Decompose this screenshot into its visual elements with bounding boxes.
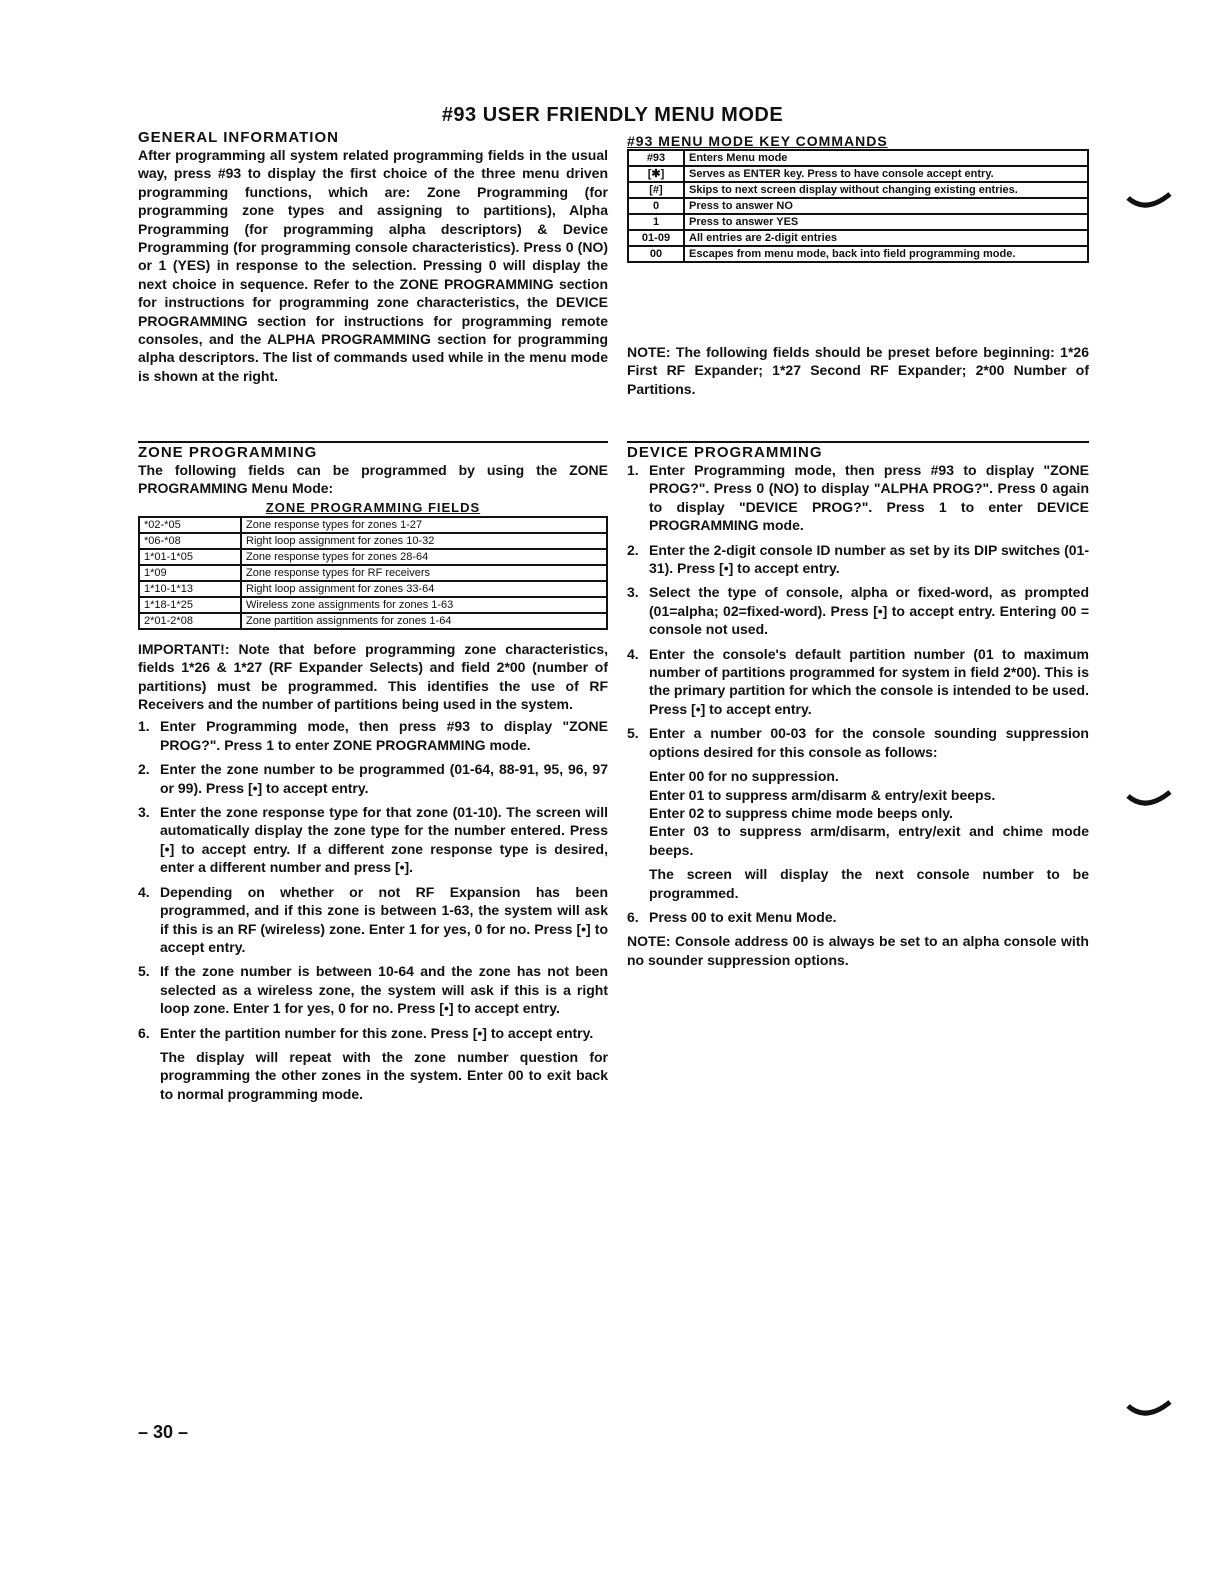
table-row — [139, 581, 607, 597]
command-key: 00 — [628, 246, 684, 262]
general-information-heading: GENERAL INFORMATION — [138, 129, 339, 146]
command-desc: Escapes from menu mode, back into field programming mode. — [684, 246, 1088, 262]
general-information-section — [138, 129, 608, 385]
list-item — [627, 541, 1089, 578]
zone-fields-caption: ZONE PROGRAMMING FIELDS — [265, 499, 481, 515]
step-6-extra: The display will repeat with the zone number question for programming the other zones in the system. Enter 00 to exit back to normal programming mode. — [160, 1048, 608, 1102]
table-row — [139, 597, 607, 613]
field-key: 1*10-1*13 — [139, 581, 241, 597]
general-information-text: After programming all system related programming fields in the usual way, press #93 to display the first choice of the three menu driven programming functions, which are: Zone Programming (for programming zone types and assigning to partitions), Alpha Programming (for programming alpha descriptors) & Device Programming (for programming console characteristics). Press 0 (NO) or 1 (YES) in response to the selection. Pressing 0 will display the next choice in sequence. Refer to the ZONE PROGRAMMING section for instructions for programming zone characteristics, the DEVICE PROGRAMMING section for instructions for programming remote consoles, and the ALPHA PROGRAMMING section for programming alpha descriptors. The list of commands used while in the menu mode is shown at the right. — [138, 147, 608, 384]
table-row — [628, 198, 1088, 214]
list-item — [627, 645, 1089, 719]
important-note: IMPORTANT!: Note that before programming zone characteristics, fields 1*26 & 1*27 (RF Expander Selects) and field 2*00 (number of partitions) must be programmed. This identifies the use of RF Receivers and the number of partitions being used in the system. — [138, 640, 608, 713]
step-number: 3. — [138, 804, 150, 821]
list-item — [138, 717, 608, 754]
option-line: Enter 00 for no suppression. — [649, 768, 839, 785]
note-top: NOTE: The following fields should be preset before beginning: 1*26 First RF Expander; 1*27 Second RF Expander; 2*00 Number of Partitions. — [627, 344, 1089, 397]
field-desc: Zone partition assignments for zones 1-64 — [241, 613, 607, 629]
command-desc: All entries are 2-digit entries — [684, 230, 1088, 246]
command-key: #93 — [628, 150, 684, 166]
step-text: Enter Programming mode, then press #93 to display "ZONE PROG?". Press 0 (NO) to display "ALPHA PROG?". Press 0 again to display "DEVICE PROG?". Press 1 to enter DEVICE PROGRAMMING mode. — [649, 462, 1089, 534]
table-row — [139, 517, 607, 533]
option-line: Enter 02 to suppress chime mode beeps only. — [649, 804, 953, 821]
table-row — [628, 150, 1088, 166]
list-item — [138, 883, 608, 957]
step-number: 1. — [627, 462, 639, 478]
table-row — [628, 230, 1088, 246]
list-item — [627, 724, 1089, 902]
list-item — [138, 803, 608, 877]
step-number: 2. — [138, 761, 150, 778]
option-line: Enter 01 to suppress arm/disarm & entry/exit beeps. — [649, 786, 996, 803]
key-commands-table — [627, 149, 1089, 263]
field-desc: Right loop assignment for zones 10-32 — [241, 533, 607, 549]
command-key: 1 — [628, 214, 684, 230]
step-text: Enter the console's default partition number (01 to maximum number of partitions programmed for system in field 2*00). This is the primary partition for which the console is intended to be used. Press [•] to accept entry. — [649, 645, 1089, 717]
step-number: 2. — [627, 541, 639, 558]
field-desc: Wireless zone assignments for zones 1-63 — [241, 597, 607, 613]
list-item — [627, 583, 1089, 638]
step-number: 1. — [138, 718, 150, 735]
step-text: Enter the zone number to be programmed (01-64, 88-91, 95, 96, 97 or 99). Press [•] to accept entry. — [160, 761, 608, 796]
section-divider — [138, 441, 608, 443]
field-desc: Right loop assignment for zones 33-64 — [241, 581, 607, 597]
note-top-block — [627, 343, 1089, 398]
table-row — [139, 613, 607, 629]
field-key: 1*09 — [139, 565, 241, 581]
field-key: *06-*08 — [139, 533, 241, 549]
step-text: If the zone number is between 10-64 and the zone has not been selected as a wireless zone, the system will ask if this is a right loop zone. Enter 1 for yes, 0 for no. Press [•] to accept entry. — [160, 963, 608, 1017]
device-programming-section — [627, 444, 1089, 969]
command-key: 0 — [628, 198, 684, 214]
zone-fields-table — [138, 516, 608, 630]
field-desc: Zone response types for RF receivers — [241, 565, 607, 581]
step-text: Enter the partition number for this zone. Press [•] to accept entry. — [160, 1024, 594, 1041]
step-text: Enter the 2-digit console ID number as set by its DIP switches (01-31). Press [•] to accept entry. — [649, 541, 1089, 577]
margin-mark-icon — [1126, 1400, 1174, 1422]
field-key: 2*01-2*08 — [139, 613, 241, 629]
device-note: NOTE: Console address 00 is always be set to an alpha console with no sounder suppression options. — [627, 933, 1089, 968]
command-key: [#] — [628, 182, 684, 198]
zone-programming-intro: The following fields can be programmed by using the ZONE PROGRAMMING Menu Mode: — [138, 462, 608, 497]
page-number: – 30 – — [138, 1422, 189, 1442]
table-row — [139, 549, 607, 565]
zone-steps-list — [138, 717, 608, 1103]
list-item — [138, 1024, 608, 1104]
key-commands-section — [627, 133, 1089, 263]
command-desc: Enters Menu mode — [684, 150, 1088, 166]
step-text: Depending on whether or not RF Expansion has been programmed, and if this zone is between 1-63, the system will ask if this is an RF (wireless) zone. Enter 1 for yes, 0 for no. Press [•] to accept entry. — [160, 883, 608, 955]
suppression-options — [649, 767, 1089, 859]
step-5-after: The screen will display the next console number to be programmed. — [649, 866, 1089, 901]
field-key: *02-*05 — [139, 517, 241, 533]
step-text: Enter the zone response type for that zone (01-10). The screen will automatically display the zone type for the number entered. Press [•] to accept entry. If a different zone response type is desired, enter a different number and press [•]. — [160, 804, 608, 876]
page-title: #93 USER FRIENDLY MENU MODE — [441, 104, 784, 126]
command-desc: Press to answer NO — [684, 198, 1088, 214]
device-steps-list — [627, 461, 1089, 926]
command-desc: Skips to next screen display without changing existing entries. — [684, 182, 1088, 198]
field-desc: Zone response types for zones 1-27 — [241, 517, 607, 533]
table-row — [139, 533, 607, 549]
list-item — [627, 461, 1089, 535]
field-key: 1*18-1*25 — [139, 597, 241, 613]
command-key: 01-09 — [628, 230, 684, 246]
table-row — [628, 214, 1088, 230]
command-key: [✱] — [628, 166, 684, 182]
step-text: Enter a number 00-03 for the console sounding suppression options desired for this console as follows: — [649, 725, 1089, 760]
list-item — [138, 760, 608, 797]
margin-mark-icon — [1126, 192, 1174, 214]
table-row — [628, 166, 1088, 182]
margin-mark-icon — [1126, 790, 1174, 812]
command-desc: Press to answer YES — [684, 214, 1088, 230]
key-commands-heading: #93 MENU MODE KEY COMMANDS — [627, 133, 888, 149]
table-row — [628, 246, 1088, 262]
zone-programming-section — [138, 444, 608, 1109]
list-item — [138, 962, 608, 1017]
step-text: Select the type of console, alpha or fixed-word, as prompted (01=alpha; 02=fixed-word). Press [•] to accept entry. Entering 00 = console not used. — [649, 584, 1089, 638]
section-divider — [627, 441, 1089, 443]
step-text: Press 00 to exit Menu Mode. — [649, 908, 837, 925]
step-number: 4. — [138, 883, 150, 900]
step-number: 6. — [138, 1024, 150, 1041]
zone-programming-heading: ZONE PROGRAMMING — [138, 444, 318, 461]
field-desc: Zone response types for zones 28-64 — [241, 549, 607, 565]
field-key: 1*01-1*05 — [139, 549, 241, 565]
list-item — [627, 908, 1089, 926]
step-number: 5. — [138, 963, 150, 980]
step-text: Enter Programming mode, then press #93 to display "ZONE PROG?". Press 1 to enter ZONE PROGRAMMING mode. — [160, 718, 608, 753]
step-number: 6. — [627, 908, 639, 925]
table-row — [628, 182, 1088, 198]
table-row — [139, 565, 607, 581]
step-number: 3. — [627, 584, 639, 601]
device-programming-heading: DEVICE PROGRAMMING — [627, 444, 823, 461]
step-number: 4. — [627, 645, 639, 662]
option-line: Enter 03 to suppress arm/disarm, entry/exit and chime mode beeps. — [649, 823, 1089, 858]
command-desc: Serves as ENTER key. Press to have console accept entry. — [684, 166, 1088, 182]
step-number: 5. — [627, 725, 639, 742]
